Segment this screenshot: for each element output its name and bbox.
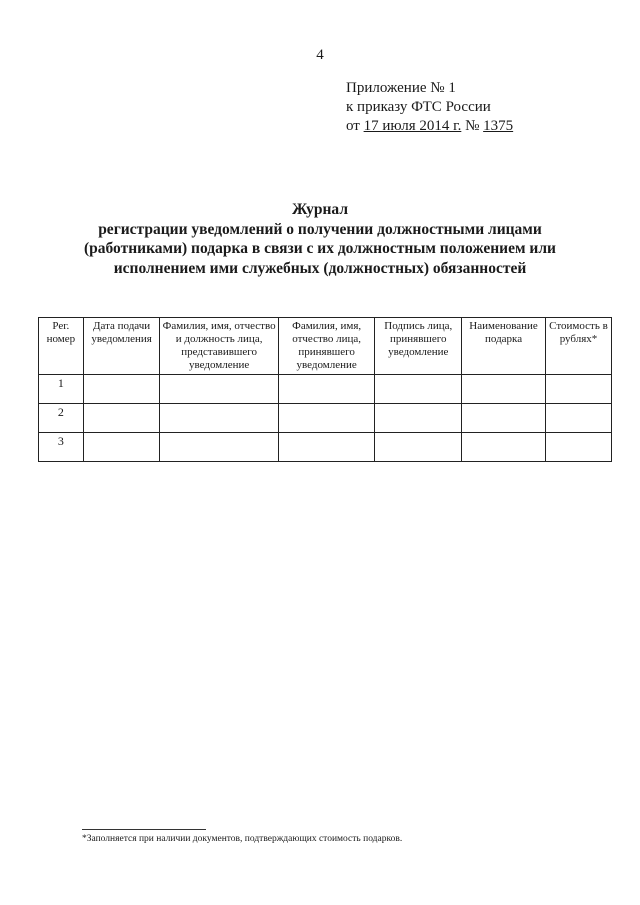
table-cell[interactable]	[375, 375, 462, 404]
table-cell[interactable]	[160, 404, 278, 433]
annex-number: 1375	[483, 118, 514, 134]
table-cell[interactable]	[546, 375, 612, 404]
annex-order-reference: к приказу ФТС России	[346, 99, 491, 115]
table-cell[interactable]: 2	[39, 404, 84, 433]
journal-title	[0, 200, 640, 278]
header-submission-date: Дата подачи уведомления	[83, 318, 160, 375]
annex-date-line	[346, 117, 513, 136]
table-cell[interactable]	[83, 433, 160, 462]
table-cell[interactable]	[160, 375, 278, 404]
header-submitter-name: Фамилия, имя, отчество и должность лица, представившего уведомление	[160, 318, 278, 375]
journal-subtitle-line-2: (работниками) подарка в связи с их должностным положением или	[83, 240, 556, 257]
table-cell[interactable]	[278, 404, 375, 433]
annex-number-sign: №	[465, 118, 480, 134]
table-cell[interactable]	[83, 375, 160, 404]
table-cell[interactable]	[278, 375, 375, 404]
header-receiver-signature: Подпись лица, принявшего уведомление	[375, 318, 462, 375]
journal-subtitle-line-1: регистрации уведомлений о получении должностными лицами	[98, 220, 542, 238]
table-cell[interactable]	[83, 404, 160, 433]
table-row	[39, 433, 612, 462]
annex-title: Приложение № 1	[346, 80, 456, 96]
annex-block	[346, 79, 513, 136]
table-cell[interactable]	[278, 433, 375, 462]
footnote-divider	[82, 829, 206, 830]
table-row	[39, 375, 612, 404]
journal-heading: Журнал	[291, 201, 349, 218]
header-reg-number: Рег. номер	[39, 318, 84, 375]
journal-subtitle-line-3: исполнением ими служебных (должностных) обязанностей	[113, 259, 527, 277]
table-cell[interactable]	[462, 404, 546, 433]
table-header-row	[39, 318, 612, 375]
footnote: *Заполняется при наличии документов, подтверждающих стоимость подарков.	[82, 834, 403, 844]
table-cell[interactable]	[546, 433, 612, 462]
table-cell[interactable]	[375, 433, 462, 462]
table-row	[39, 404, 612, 433]
page-number: 4	[316, 47, 324, 63]
table-cell[interactable]: 1	[39, 375, 84, 404]
table-cell[interactable]	[375, 404, 462, 433]
table-cell[interactable]	[160, 433, 278, 462]
header-gift-name: Наименование подарка	[462, 318, 546, 375]
table-cell[interactable]: 3	[39, 433, 84, 462]
header-gift-value: Стоимость в рублях*	[546, 318, 612, 375]
header-receiver-name: Фамилия, имя, отчество лица, принявшего уведомление	[278, 318, 375, 375]
table-cell[interactable]	[462, 375, 546, 404]
journal-table	[38, 317, 612, 462]
annex-date: 17 июля 2014 г.	[363, 118, 462, 134]
table-cell[interactable]	[546, 404, 612, 433]
table-cell[interactable]	[462, 433, 546, 462]
annex-date-prefix: от	[346, 118, 360, 134]
